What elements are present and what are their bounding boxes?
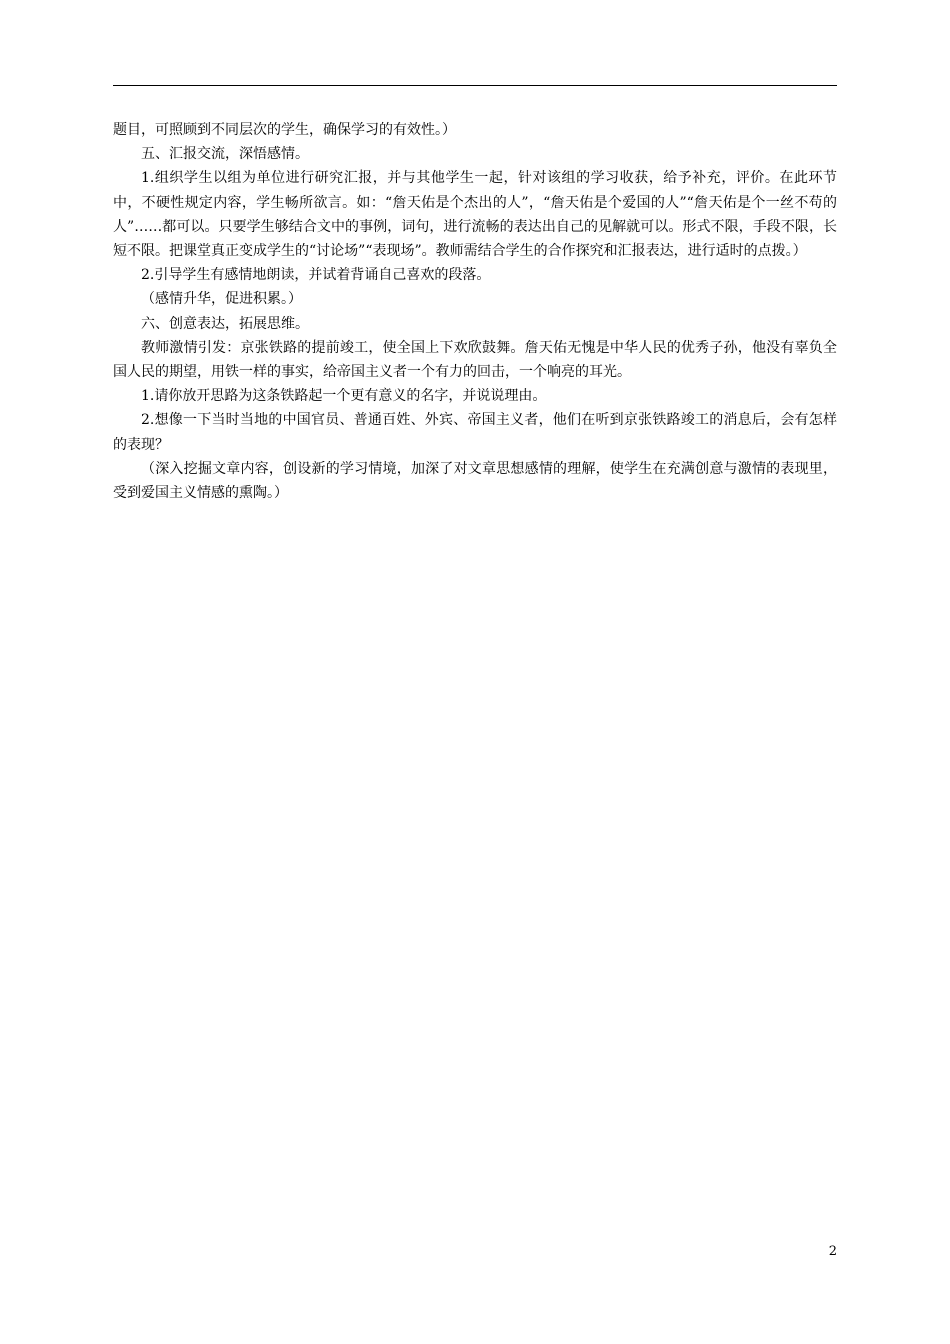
page-number: 2 xyxy=(828,1244,837,1259)
paragraph-4: 2.引导学生有感情地朗读，并试着背诵自己喜欢的段落。 xyxy=(141,267,491,284)
paragraph-8: 1.请你放开思路为这条铁路起一个更有意义的名字，并说说理由。 xyxy=(141,388,547,405)
paragraph-3: 1.组织学生以组为单位进行研究汇报，并与其他学生一起，针对该组的学习收获，给予补充，评价。在此环节中，不硬性规定内容，学生畅所欲言。如：“詹天佑是个杰出的人”，“詹天佑是个爱国的人”“詹天佑是个一丝不苟的人”……都可以。只要学生够结合文中的事例，词句，进行流畅的表达出自己的见解就可以。形式不限，手段不限，长短不限。把课堂真正变成学生的“讨论场”“表现场”。教师需结合学生的合作探究和汇报表达，进行适时的点拨。） xyxy=(113,170,837,260)
section-heading-6: 六、创意表达，拓展思维。 xyxy=(141,315,309,332)
paragraph-9: 2.想像一下当时当地的中国官员、普通百姓、外宾、帝国主义者，他们在听到京张铁路竣工的消息后，会有怎样的表现？ xyxy=(113,412,837,453)
paragraph-1: 题目，可照顾到不同层次的学生，确保学习的有效性。） xyxy=(113,122,456,138)
document-body xyxy=(113,118,837,505)
header-rule xyxy=(113,85,837,86)
paragraph-5: （感情升华，促进积累。） xyxy=(141,291,302,308)
section-heading-5: 五、汇报交流，深悟感情。 xyxy=(141,146,309,163)
paragraph-7: 教师激情引发：京张铁路的提前竣工，使全国上下欢欣鼓舞。詹天佑无愧是中华人民的优秀子孙，他没有辜负全国人民的期望，用铁一样的事实，给帝国主义者一个有力的回击，一个响亮的耳光。 xyxy=(113,339,837,381)
paragraph-10: （深入挖掘文章内容，创设新的学习情境，加深了对文章思想感情的理解，使学生在充满创意与激情的表现里，受到爱国主义情感的熏陶。） xyxy=(113,460,837,502)
